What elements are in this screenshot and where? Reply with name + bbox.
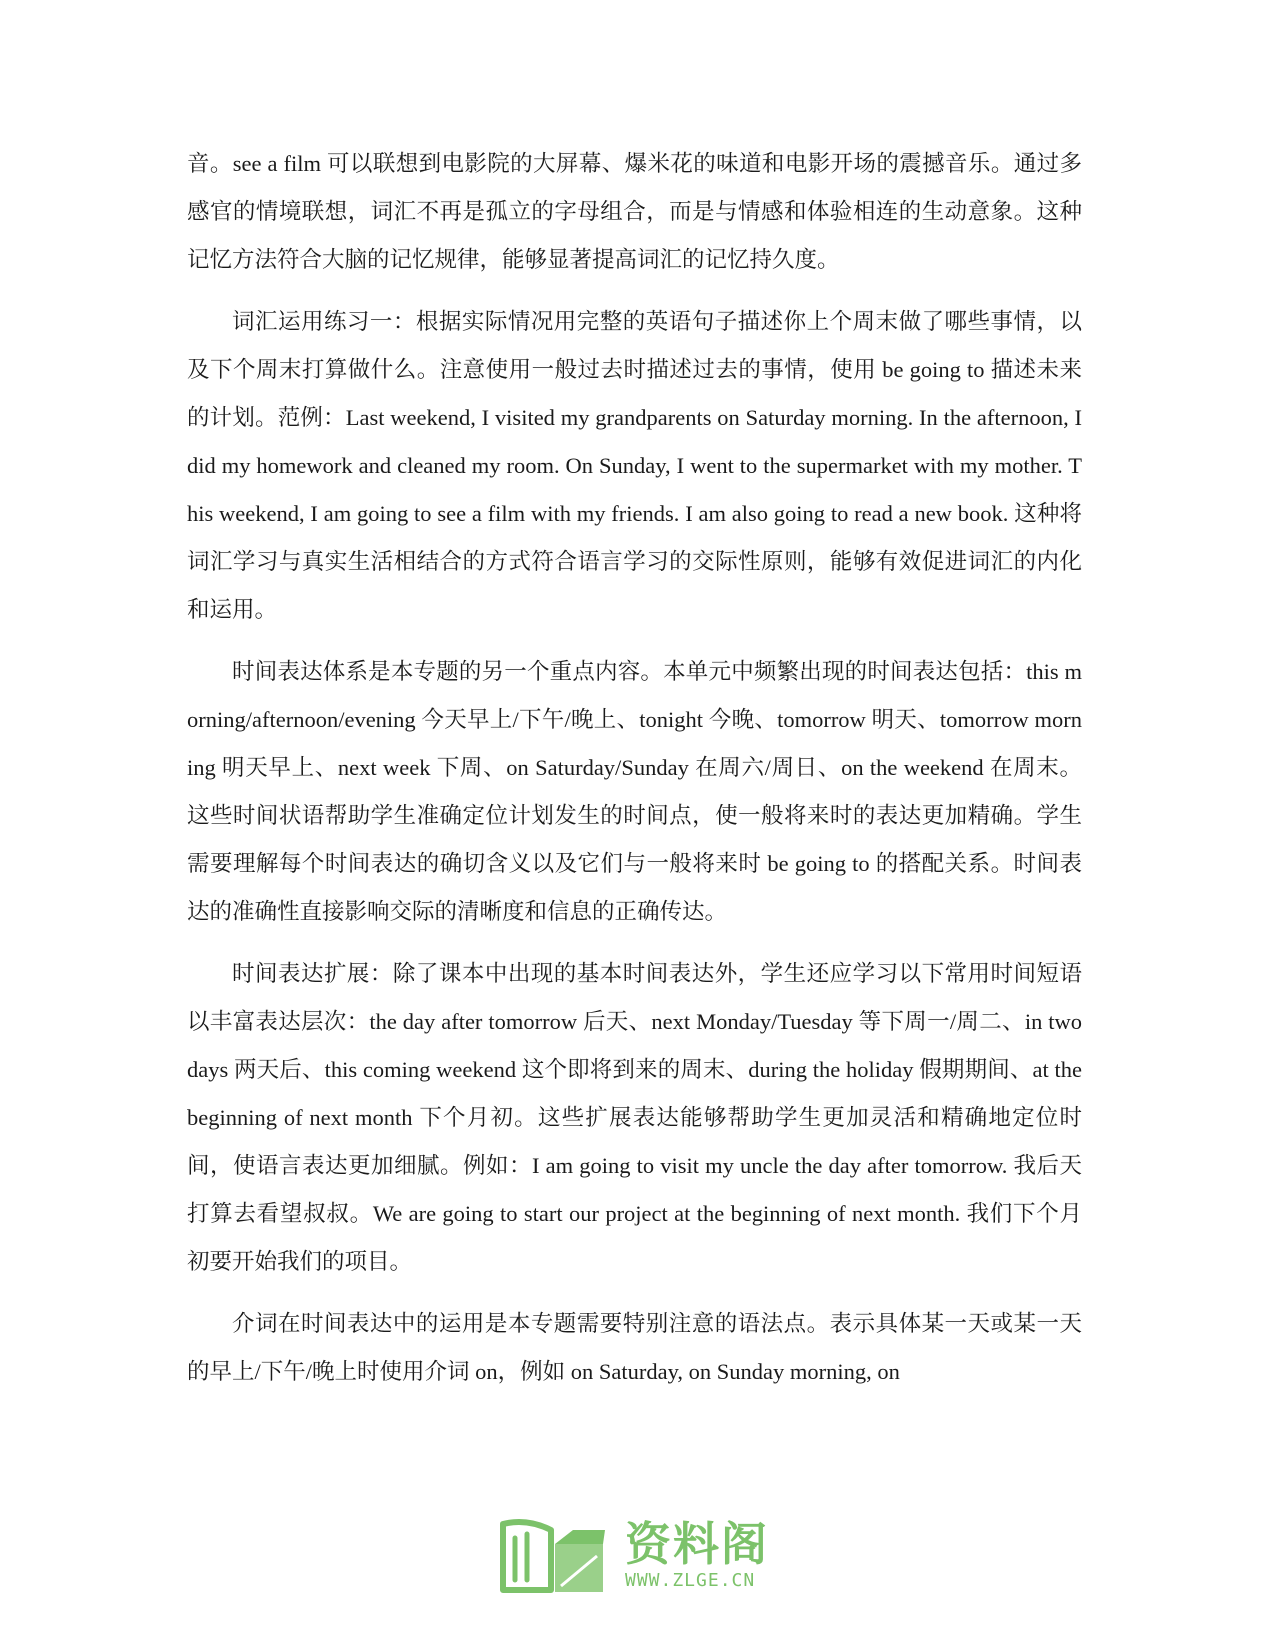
paragraph-2: 词汇运用练习一：根据实际情况用完整的英语句子描述你上个周末做了哪些事情，以及下个周末打算做什么。注意使用一般过去时描述过去的事情，使用 be going to 描述未来的计划。范例：Last weekend, I visited my grandparents on Saturday morning. In the afternoon, I did my homework and cleaned my room. On Sunday, I went to the supermarket with my mother. This weekend, I am going to see a film with my friends. I am also going to read a new book. 这种将词汇学习与真实生活相结合的方式符合语言学习的交际性原则，能够有效促进词汇的内化和运用。: [187, 309, 1082, 622]
paragraph-3: 时间表达体系是本专题的另一个重点内容。本单元中频繁出现的时间表达包括：this morning/afternoon/evening 今天早上/下午/晚上、tonight 今晚、tomorrow 明天、tomorrow morning 明天早上、next week 下周、on Saturday/Sunday 在周六/周日、on the weekend 在周末。这些时间状语帮助学生准确定位计划发生的时间点，使一般将来时的表达更加精确。学生需要理解每个时间表达的确切含义以及它们与一般将来时 be going to 的搭配关系。时间表达的准确性直接影响交际的清晰度和信息的正确传达。: [187, 659, 1082, 924]
watermark-url: WWW.ZLGE.CN: [625, 1570, 756, 1591]
document-page: [187, 140, 1082, 1410]
paragraph-4: 时间表达扩展：除了课本中出现的基本时间表达外，学生还应学习以下常用时间短语以丰富表达层次：the day after tomorrow 后天、next Monday/Tuesday 等下周一/周二、in two days 两天后、this coming weekend 这个即将到来的周末、during the holiday 假期期间、at the beginning of next month 下个月初。这些扩展表达能够帮助学生更加灵活和精确地定位时间，使语言表达更加细腻。例如：I am going to visit my uncle the day after tomorrow. 我后天打算去看望叔叔。We are going to start our project at the beginning of next month. 我们下个月初要开始我们的项目。: [187, 961, 1082, 1274]
paragraph-5: 介词在时间表达中的运用是本专题需要特别注意的语法点。表示具体某一天或某一天的早上/下午/晚上时使用介词 on，例如 on Saturday, on Sunday morning, on: [187, 1311, 1082, 1384]
open-book-icon: [495, 1510, 615, 1600]
watermark-brand: 资料阁: [625, 1517, 769, 1571]
watermark-logo: [495, 1508, 785, 1603]
paragraph-1: 音。see a film 可以联想到电影院的大屏幕、爆米花的味道和电影开场的震撼音乐。通过多感官的情境联想，词汇不再是孤立的字母组合，而是与情感和体验相连的生动意象。这种记忆方法符合大脑的记忆规律，能够显著提高词汇的记忆持久度。: [187, 151, 1082, 272]
